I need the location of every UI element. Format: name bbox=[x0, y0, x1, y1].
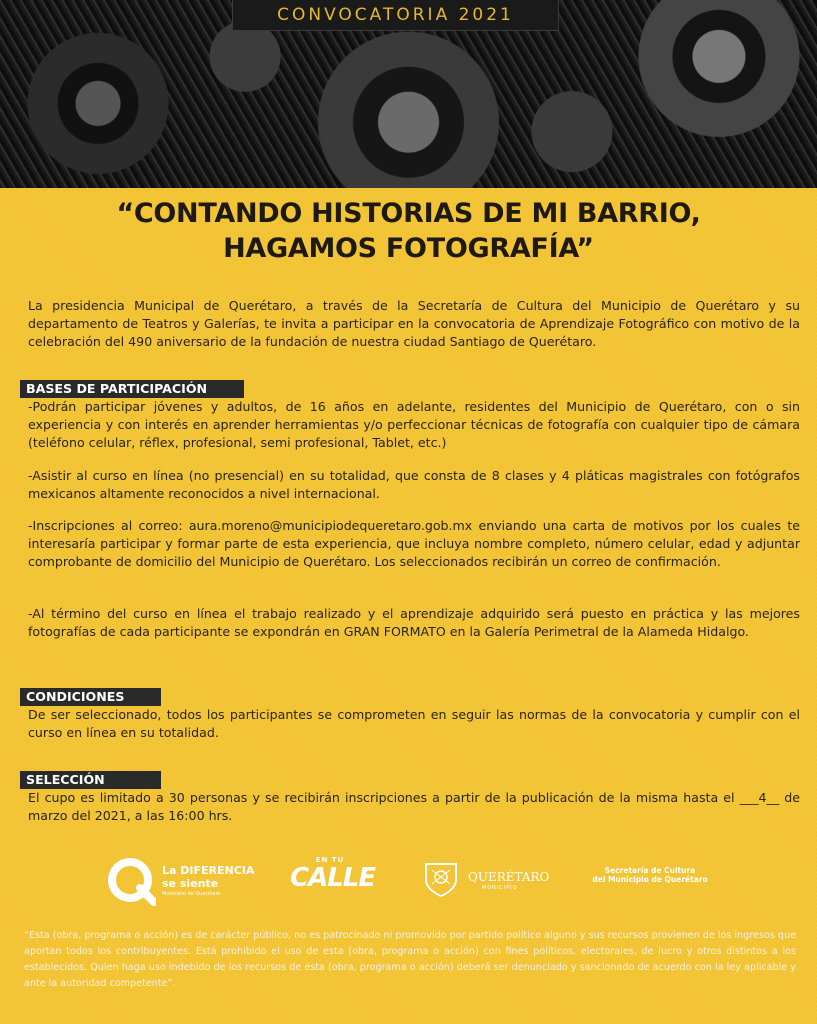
coat-of-arms-icon bbox=[422, 860, 460, 898]
seleccion-text: El cupo es limitado a 30 personas y se recibirán inscripciones a partir de la publicación de la misma hasta el ___4__ de marzo del 2021, a las 16:00 hrs. bbox=[28, 790, 800, 823]
condiciones-text: De ser seleccionado, todos los participantes se comprometen en seguir las normas de la convocatoria y cumplir con el curso en línea en su totalidad. bbox=[28, 707, 800, 740]
title-line-1: “CONTANDO HISTORIAS DE MI BARRIO, bbox=[116, 198, 701, 229]
hero-photo bbox=[0, 0, 817, 188]
bases-item-2: -Asistir al curso en línea (no presencial) en su totalidad, que consta de 8 clases y 4 pláticas magistrales con fotógrafos mexicanos altamente reconocidos a nivel internacional. bbox=[28, 468, 800, 501]
bases-heading: BASES DE PARTICIPACIÓN bbox=[20, 380, 244, 398]
calle-top-text: EN TU bbox=[315, 856, 345, 864]
en-tu-calle-logo bbox=[290, 856, 376, 893]
queretaro-text: QUERÉTARO bbox=[468, 870, 550, 884]
logo-text-line-1: La DIFERENCIA bbox=[162, 864, 255, 877]
q-mark-icon bbox=[108, 858, 156, 906]
cultura-line-2: del Municipio de Querétaro bbox=[592, 875, 708, 884]
title-line-2: HAGAMOS FOTOGRAFÍA” bbox=[223, 233, 594, 264]
condiciones-heading: CONDICIONES bbox=[20, 688, 161, 706]
legal-disclaimer: “Esta (obra, programa o acción) es de carácter público, no es patrocinado ni promovido por partido político alguno y sus recursos provienen de los ingresos que aportan todos los contribuyentes. Está prohibido el uso de esta (obra, programa o acción) con fines políticos, electorales, de lucro y otros distintos a los establecidos. Quien haga uso indebido de los recursos de esta (obra, programa o acción) deberá ser denunciado y sancionado de acuerdo con la ley aplicable y ante la autoridad competente”. bbox=[24, 930, 796, 989]
secretaria-cultura-logo bbox=[588, 866, 712, 884]
cultura-line-1: Secretaría de Cultura bbox=[604, 866, 696, 875]
logo-text-small: Municipio de Querétaro bbox=[162, 891, 221, 897]
bases-item-3: -Inscripciones al correo: aura.moreno@municipiodequeretaro.gob.mx enviando una carta de motivos por los cuales te interesaría participar y formar parte de esta experiencia, que incluya nombre completo, número celular, edad y adjuntar comprobante de domicilio del Municipio de Querétaro. Los seleccionados recibirán un correo de confirmación. bbox=[28, 518, 800, 569]
seleccion-heading: SELECCIÓN bbox=[20, 771, 161, 789]
bases-item-1: -Podrán participar jóvenes y adultos, de 16 años en adelante, residentes del Municipio de Querétaro, con o sin experiencia y con interés en aprender herramientas y/o perfeccionar técnicas de fotografía con cualquier tipo de cámara (teléfono celular, réflex, profesional, semi profesional, Tablet, etc.) bbox=[28, 399, 800, 450]
calle-main-text: CALLE bbox=[290, 863, 376, 893]
municipio-text: MUNICIPIO bbox=[482, 885, 518, 891]
sponsor-logos bbox=[0, 852, 817, 912]
convocatoria-label: CONVOCATORIA 2021 bbox=[232, 0, 559, 31]
page-title bbox=[40, 196, 777, 266]
bases-item-4: -Al término del curso en línea el trabajo realizado y el aprendizaje adquirido será puesto en práctica y las mejores fotografías de cada participante se expondrán en GRAN FORMATO en la Galería Perimetral de la Alameda Hidalgo. bbox=[28, 606, 800, 639]
intro-paragraph: La presidencia Municipal de Querétaro, a través de la Secretaría de Cultura del Municipio de Querétaro y su departamento de Teatros y Galerías, te invita a participar en la convocatoria de Aprendizaje Fotográfico con motivo de la celebración del 490 aniversario de la fundación de nuestra ciudad Santiago de Querétaro. bbox=[28, 298, 800, 349]
logo-text-line-2: se siente bbox=[162, 877, 219, 890]
